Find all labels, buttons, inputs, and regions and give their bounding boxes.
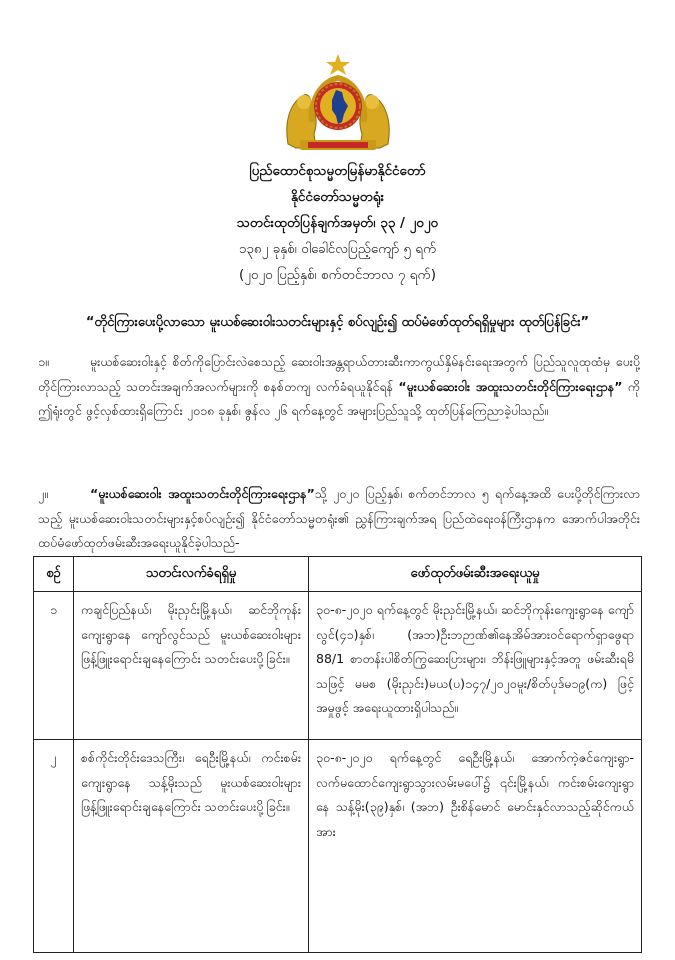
paragraph-1-text-b: ကို ဤရုံးတွင် ဖွင့်လှစ်ထားရှိကြောင်း ၂၀၁၈ ခုနှစ်၊ ဇွန်လ ၂၆ ရက်နေ့တွင် အများပြည်သူသို့ ထုတ်ပြန်ကြေညာခဲ့ပါသည်။	[38, 378, 640, 418]
header-country-name: ပြည်ထောင်စုသမ္မတမြန်မာနိုင်ငံတော်	[249, 163, 426, 179]
row-action: ၃၀-၈-၂၀၂၀ ရက်နေ့တွင် မိုးညှင်းမြို့နယ်၊ ဆင်ဘိုကုန်းကျေးရွာနေ ကျော်လွင်(၄၁)နှစ်၊ (အဘ)ဦးဘဉာဏ်၏နေအိမ်အားဝင်ရောက်ရှာဖွေရာ 88/1 စာတန်းပါစိတ်ကြွဆေးပြားများ၊ ဘိန်းဖြူများနှင့်အတူ ဖမ်းဆီးရမိသဖြင့် မမစ (မိုးညှင်း)မယ(ပ)၁၄၇/၂၀၂၀မူး/စိတ်ပုဒ်မ၁၉(က) ဖြင့် အမှုဖွင့် အရေးယူထားရှိပါသည်။	[309, 592, 642, 740]
column-header-information: သတင်းလက်ခံရရှိမှု	[74, 557, 309, 592]
paragraph-1	[38, 350, 640, 424]
header-gregorian-date: (၂၀၂၀ ပြည့်နှစ်၊ စက်တင်ဘာလ ၇ ရက်)	[238, 267, 437, 283]
row-information: ကချင်ပြည်နယ်၊ မိုးညှင်းမြို့နယ်၊ ဆင်ဘိုကုန်းကျေးရွာနေ ကျော်လွင်သည် မူးယစ်ဆေးဝါးများ ဖြန့်ဖြူးရောင်းချနေကြောင်း သတင်းပေးပို့ခြင်း။	[74, 592, 309, 740]
document-header	[0, 158, 675, 288]
paragraph-2-text: သို့ ၂၀၂၀ ပြည့်နှစ်၊ စက်တင်ဘာလ ၅ ရက်နေ့အထိ ပေးပို့တိုင်ကြားလာသည့် မူးယစ်ဆေးဝါးသတင်းများနှင့်စပ်လျဉ်း၍ နိုင်ငံတော်သမ္မတရုံး၏ ညွှန်ကြားချက်အရ ပြည်ထဲရေးဝန်ကြီးဌာနက အောက်ပါအတိုင်း ထပ်မံဖော်ထုတ်ဖမ်းဆီးအရေးယူနိုင်ခဲ့ပါသည်-	[38, 486, 641, 550]
row-number: ၂	[34, 740, 74, 953]
paragraph-2	[38, 482, 640, 556]
table-row	[34, 740, 642, 953]
paragraph-1-number: ၁။	[38, 354, 49, 369]
paragraph-1-bold: “မူးယစ်ဆေးဝါး အထူးသတင်းတိုင်ကြားရေးဌာန”	[398, 378, 623, 394]
column-header-number: စဉ်	[34, 557, 74, 592]
row-action: ၃၀-၈-၂၀၂၀ ရက်နေ့တွင် ရေဦးမြို့နယ်၊ အောက်ကဲ့ဇင်ကျေးရွာ-လက်မထောင်ကျေးရွာသွားလမ်းမပေါ်၌ ၎င်းမြို့နယ်၊ ကင်းစမ်းကျေးရွာနေ သန့်မိုး(၃၉)နှစ်၊ (အဘ) ဦးစိန်မောင် မောင်းနှင်လာသည့်ဆိုင်ကယ်အား	[309, 740, 642, 953]
header-myanmar-date: ၁၃၈၂ ခုနှစ်၊ ဝါခေါင်လပြည့်ကျော် ၅ ရက်	[238, 241, 437, 257]
header-office-name: နိုင်ငံတော်သမ္မတရုံး	[290, 189, 385, 205]
column-header-action: ဖော်ထုတ်ဖမ်းဆီးအရေးယူမှု	[309, 557, 642, 592]
release-title: “တိုင်ကြားပေးပို့လာသော မူးယစ်ဆေးဝါးသတင်းများနှင့် စပ်လျဉ်း၍ ထပ်မံဖော်ထုတ်ရရှိမှုများ ထုတ်ပြန်ခြင်း”	[85, 315, 590, 330]
paragraph-1-text-a: မူးယစ်ဆေးဝါးနှင့် စိတ်ကိုပြောင်းလဲစေသည့် ဆေးဝါးအန္တရာယ်တားဆီးကာကွယ်နှိမ်နင်းရေးအတွက် ပြည်သူလူထုထံမှ ပေးပို့တိုင်ကြားလာသည့် သတင်းအချက်အလက်များကို စနစ်တကျ လက်ခံရယူနိုင်ရန်	[38, 354, 640, 394]
paragraph-2-number: ၂။	[38, 486, 48, 501]
table-header-row	[34, 557, 642, 592]
table-row	[34, 592, 642, 740]
report-table	[33, 556, 642, 953]
row-number: ၁	[34, 592, 74, 740]
header-release-number: သတင်းထုတ်ပြန်ချက်အမှတ်၊ ၃၃ / ၂၀၂၀	[236, 215, 439, 231]
state-emblem-icon	[282, 52, 394, 154]
paragraph-2-bold: “မူးယစ်ဆေးဝါး အထူးသတင်းတိုင်ကြားရေးဌာန”	[90, 486, 315, 501]
row-information: စစ်ကိုင်းတိုင်းဒေသကြီး၊ ရေဦးမြို့နယ်၊ ကင်းစမ်းကျေးရွာနေ သန့်မိုးသည် မူးယစ်ဆေးဝါးများ ဖြန့်ဖြူးရောင်းချနေကြောင်း သတင်းပေးပို့ခြင်း။	[74, 740, 309, 953]
